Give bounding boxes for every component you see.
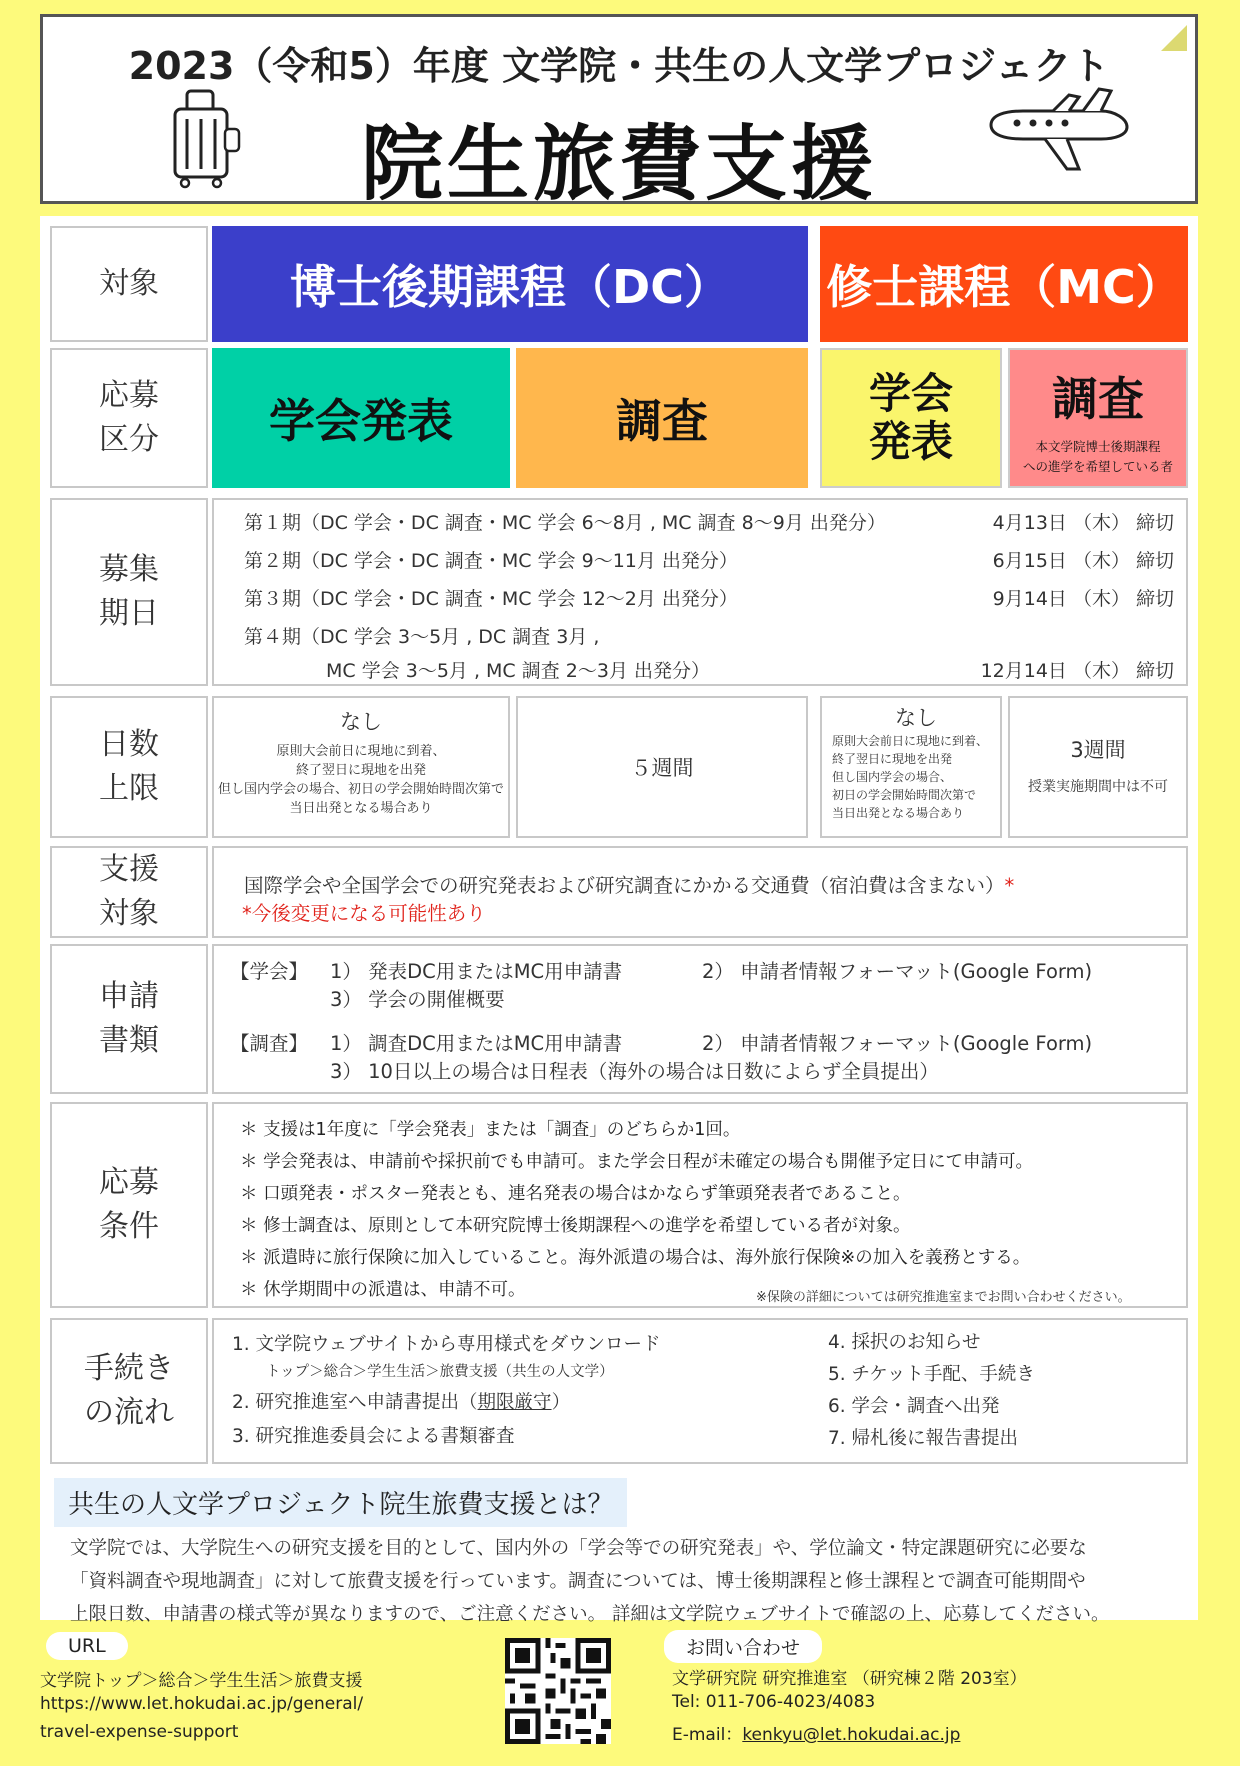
days-mc-conference-head: なし: [895, 706, 937, 730]
period-3: 第３期（DC 学会・DC 調査・MC 学会 12～2月 出発分）: [244, 588, 738, 610]
period-1: 第１期（DC 学会・DC 調査・MC 学会 6～8月 , MC 調査 8～9月 出発分）: [244, 512, 886, 534]
period-4: 第４期（DC 学会 3～5月 , DC 調査 3月 ,: [244, 626, 600, 648]
procedure-box: [212, 1318, 1188, 1464]
deadline-2: 6月15日 （木） 締切: [992, 550, 1174, 572]
documents-row: [50, 944, 1188, 1094]
support-label: 支援 対象: [50, 846, 208, 938]
category-mc-conference: 学会 発表: [820, 348, 1002, 488]
days-label: 日数 上限: [50, 696, 208, 838]
procedure-step-5: 5. チケット手配、手続き: [828, 1364, 1035, 1385]
support-text: [244, 870, 1014, 898]
url-path: 文学院トップ＞総合＞学生生活＞旅費支援: [40, 1671, 363, 1691]
procedure-step-3: 3. 研究推進委員会による書類審査: [232, 1426, 515, 1447]
about-title: 共生の人文学プロジェクト院生旅費支援とは？: [54, 1478, 627, 1527]
procedure-step-2-emphasis: 期限厳守: [477, 1392, 552, 1413]
documents-survey-1: 1） 調査DC用またはMC用申請書: [330, 1032, 623, 1055]
procedure-step-2-text: 2. 研究推進室へ申請書提出（: [232, 1392, 478, 1413]
deadline-3: 9月14日 （木） 締切: [992, 588, 1174, 610]
category-dc-conference: 学会発表: [212, 348, 510, 488]
days-mc-survey-head: 3週間: [1070, 738, 1126, 762]
about-text: 文学院では、大学院生への研究支援を目的として、国内外の「学会等での研究発表」や、学位論文・特定課題研究に必要な 「資料調査や現地調査」に対して旅費支援を行っています。調査については、博士後期課程と修士課程とで調査可能期間や 上限日数、申請書の様式等が異なりますので、ご注意ください。 詳細は文学院ウェブサイトで確認の上、応募してください。: [70, 1538, 1110, 1625]
days-dc-conference-note: 原則大会前日に現地に到着、 終了翌日に現地を出発 但し国内学会の場合、初日の学会開始時間次第で 当日出発となる場合あり: [217, 744, 504, 816]
procedure-step-4: 4. 採択のお知らせ: [828, 1332, 981, 1353]
recruit-row: [50, 498, 1188, 686]
category-label: 応募 区分: [50, 348, 208, 488]
suitcase-icon: [165, 89, 247, 189]
support-star: *: [1004, 874, 1015, 897]
target-row: [50, 226, 1188, 342]
header-title: 院生旅費支援: [360, 117, 877, 212]
days-mc-survey: [1008, 696, 1188, 838]
recruit-box: [212, 498, 1188, 686]
support-note: *今後変更になる可能性あり: [242, 902, 486, 925]
conditions-note: ※保険の詳細については研究推進室までお問い合わせください。: [756, 1290, 1131, 1305]
contact-email: [672, 1720, 960, 1745]
contact-email-label: E-mail：: [672, 1725, 743, 1745]
category-mc-survey-note: 本文学院博士後期課程 への進学を希望している者: [1022, 439, 1173, 474]
days-dc-survey: ５週間: [516, 696, 808, 838]
days-dc-conference-head: なし: [340, 710, 382, 734]
documents-conf-tag: 【学会】: [230, 960, 309, 983]
header-subtitle: 2023（令和5）年度 文学院・共生の人文学プロジェクト: [128, 44, 1110, 88]
support-text-body: 国際学会や全国学会での研究発表および研究調査にかかる交通費（宿泊費は含まない）: [244, 874, 1005, 897]
days-dc-conference: [212, 696, 510, 838]
days-mc-conference: [820, 696, 1002, 838]
recruit-label: 募集 期日: [50, 498, 208, 686]
documents-conf-1: 1） 発表DC用またはMC用申請書: [330, 960, 623, 983]
procedure-label: 手続き の流れ: [50, 1318, 208, 1464]
deadline-4: 12月14日 （木） 締切: [980, 660, 1174, 682]
condition-item: ＊ 修士調査は、原則として本研究院博士後期課程への進学を希望している者が対象。: [240, 1216, 911, 1236]
condition-item: ＊ 学会発表は、申請前や採択前でも申請可。また学会日程が未確定の場合も開催予定日にて申請可。: [240, 1152, 1034, 1172]
days-row: [50, 696, 1188, 838]
days-mc-survey-note: 授業実施期間中は不可: [1028, 779, 1168, 795]
url-line-1[interactable]: https://www.let.hokudai.ac.jp/general/: [40, 1694, 364, 1714]
documents-box: [212, 944, 1188, 1094]
category-mc-survey: [1008, 348, 1188, 488]
condition-item: ＊ 派遣時に旅行保険に加入していること。海外派遣の場合は、海外旅行保険※の加入を義務とする。: [240, 1248, 1031, 1268]
url-label: URL: [46, 1632, 128, 1660]
period-2: 第２期（DC 学会・DC 調査・MC 学会 9～11月 出発分）: [244, 550, 738, 572]
qr-code-icon[interactable]: [505, 1638, 611, 1744]
condition-item: ＊ 支援は1年度に「学会発表」または「調査」のどちらか1回。: [240, 1120, 741, 1140]
target-label: 対象: [50, 226, 208, 342]
main-panel: [40, 216, 1198, 1620]
documents-label: 申請 書類: [50, 944, 208, 1094]
days-mc-conference-note: 原則大会前日に現地に到着、 終了翌日に現地を出発 但し国内学会の場合、 初日の学会開始時間次第で 当日出発となる場合あり: [832, 734, 989, 820]
contact-label: お問い合わせ: [664, 1630, 822, 1663]
support-row: [50, 846, 1188, 938]
documents-conf-2: 2） 申請者情報フォーマット(Google Form): [702, 960, 1093, 983]
url-line-2[interactable]: travel-expense-support: [40, 1722, 239, 1742]
procedure-step-2: [232, 1388, 570, 1414]
target-mc: 修士課程（MC）: [820, 226, 1188, 342]
procedure-step-7: 7. 帰札後に報告書提出: [828, 1428, 1019, 1449]
category-row: [50, 348, 1188, 488]
airplane-icon: [983, 85, 1133, 173]
procedure-step-1-path: トップ＞総合＞学生生活＞旅費支援（共生の人文学）: [266, 1364, 614, 1380]
header-banner: [40, 14, 1198, 212]
category-dc-survey: 調査: [516, 348, 808, 488]
procedure-step-6: 6. 学会・調査へ出発: [828, 1396, 1000, 1417]
category-mc-survey-title: 調査: [1052, 372, 1144, 426]
deadline-1: 4月13日 （木） 締切: [992, 512, 1174, 534]
documents-survey-tag: 【調査】: [230, 1032, 309, 1055]
support-box: [212, 846, 1188, 938]
procedure-row: [50, 1318, 1188, 1464]
conditions-row: [50, 1102, 1188, 1308]
procedure-step-1: 1. 文学院ウェブサイトから専用様式をダウンロード: [232, 1334, 661, 1355]
documents-survey-2: 2） 申請者情報フォーマット(Google Form): [702, 1032, 1093, 1055]
documents-conf-3: 3） 学会の開催概要: [330, 988, 505, 1011]
contact-office: 文学研究院 研究推進室 （研究棟２階 203室）: [672, 1669, 1027, 1689]
conditions-label: 応募 条件: [50, 1102, 208, 1308]
procedure-step-2-close: ）: [551, 1392, 571, 1413]
contact-email-link[interactable]: kenkyu@let.hokudai.ac.jp: [742, 1725, 961, 1745]
contact-tel: Tel: 011-706-4023/4083: [672, 1692, 876, 1712]
condition-item: ＊ 休学期間中の派遣は、申請不可。: [240, 1280, 526, 1300]
documents-survey-3: 3） 10日以上の場合は日程表（海外の場合は日数によらず全員提出）: [330, 1060, 939, 1083]
target-dc: 博士後期課程（DC）: [212, 226, 808, 342]
condition-item: ＊ 口頭発表・ポスター発表とも、連名発表の場合はかならず筆頭発表者であること。: [240, 1184, 911, 1204]
period-4-line2: MC 学会 3～5月 , MC 調査 2～3月 出発分）: [326, 660, 710, 682]
